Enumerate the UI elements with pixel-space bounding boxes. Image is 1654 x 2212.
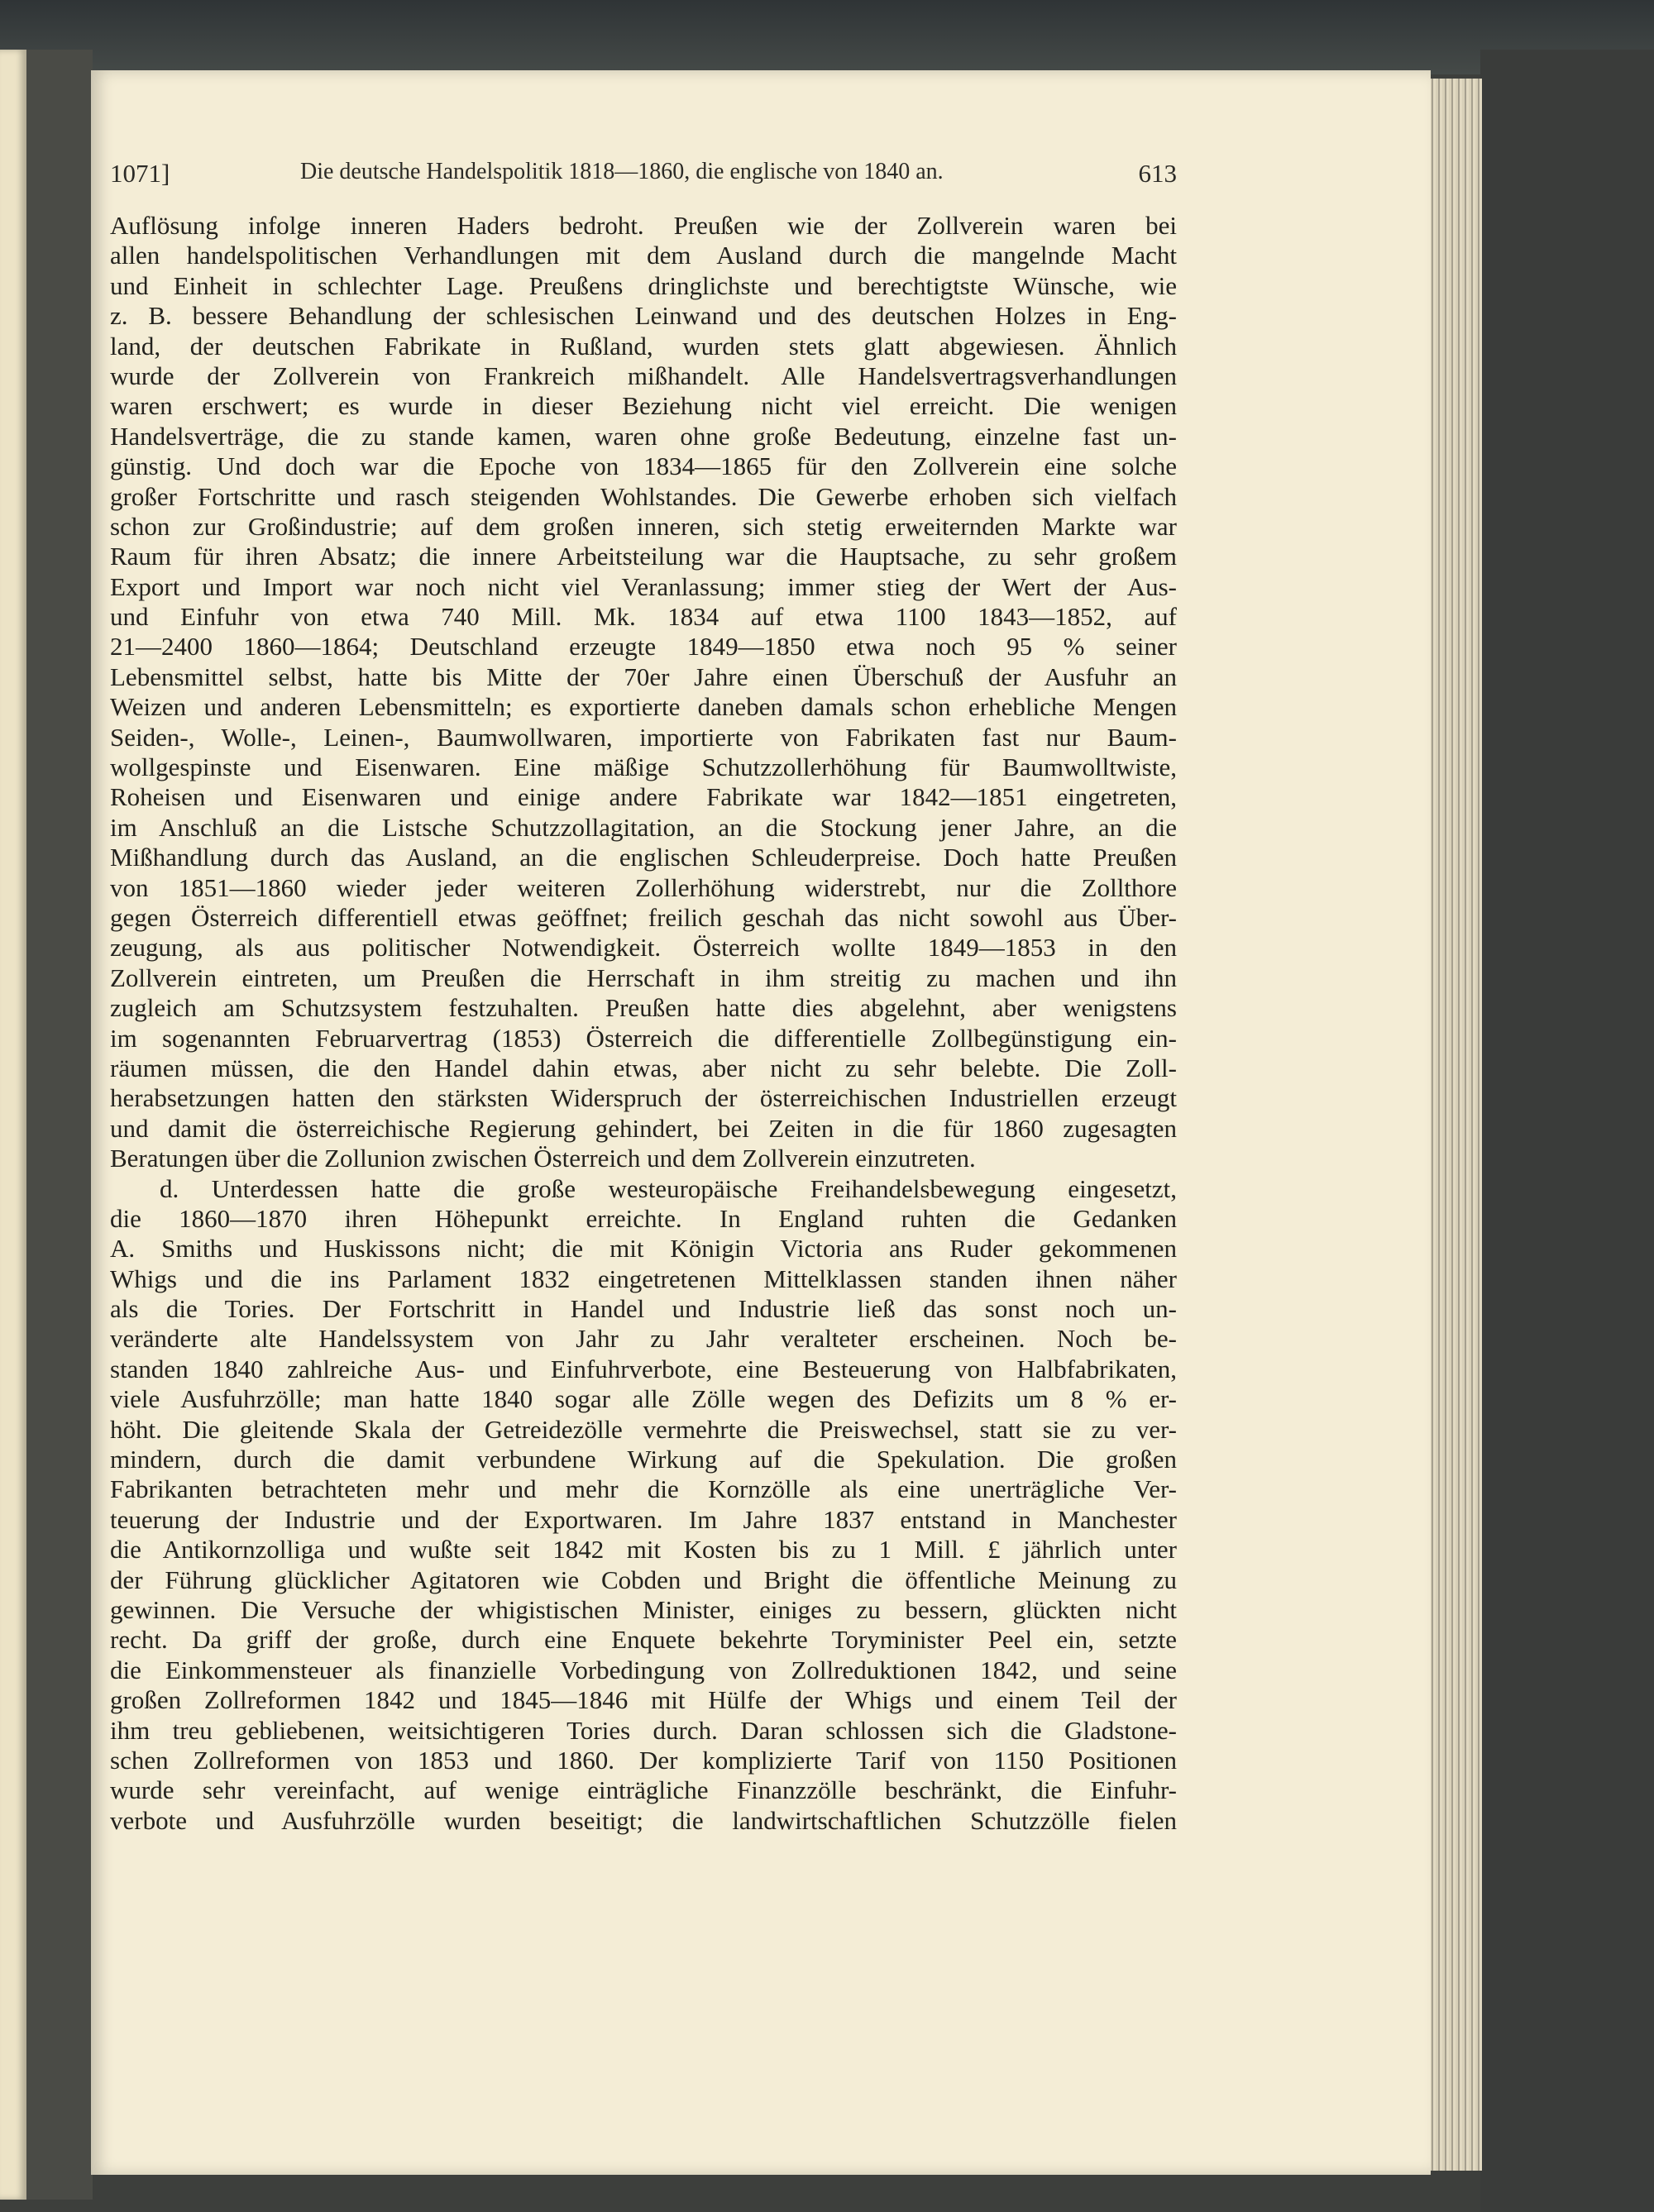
text-line: Mißhandlung durch das Ausland, an die englischen Schleuderpreise. Doch hatte Preußen	[110, 843, 1177, 872]
text-line: mindern, durch die damit verbundene Wirkung auf die Spekulation. Die großen	[110, 1445, 1177, 1474]
running-title: Die deutsche Handelspolitik 1818—1860, die englische von 1840 an.	[300, 159, 944, 184]
text-line: und Einheit in schlechter Lage. Preußens dringlichste und berechtigtste Wünsche, wie	[110, 270, 1177, 300]
text-line: im Anschluß an die Listsche Schutzzollagitation, an die Stockung jener Jahre, an die	[110, 812, 1177, 842]
text-line: ihm treu gebliebenen, weitsichtigeren Tories durch. Daran schlossen sich die Gladstone-	[110, 1715, 1177, 1745]
book-cover	[1480, 50, 1654, 2212]
text-line: Auflösung infolge inneren Haders bedroht. Preußen wie der Zollverein waren bei	[110, 211, 1177, 240]
text-line: viele Ausfuhrzölle; man hatte 1840 sogar alle Zölle wegen des Defizits um 8 % er-	[110, 1384, 1177, 1414]
text-line: wurde sehr vereinfacht, auf wenige einträgliche Finanzzölle beschränkt, die Einfuhr-	[110, 1775, 1177, 1805]
text-line: Lebensmittel selbst, hatte bis Mitte der 70er Jahre einen Überschuß der Ausfuhr an	[110, 662, 1177, 691]
book-gutter	[26, 50, 93, 2200]
text-line: standen 1840 zahlreiche Aus- und Einfuhrverbote, eine Besteuerung von Halbfabrikaten,	[110, 1354, 1177, 1383]
text-line: Export und Import war noch nicht viel Veranlassung; immer stieg der Wert der Aus-	[110, 571, 1177, 601]
text-line: großer Fortschritte und rasch steigenden Wohlstandes. Die Gewerbe erhoben sich vielfach	[110, 481, 1177, 511]
text-line: im sogenannten Februarvertrag (1853) Österreich die differentielle Zollbegünstigung ein-	[110, 1023, 1177, 1053]
text-line: 21—2400 1860—1864; Deutschland erzeugte 1849—1850 etwa noch 95 % seiner	[110, 632, 1177, 662]
text-line: Weizen und anderen Lebensmitteln; es exportierte daneben damals schon erhebliche Mengen	[110, 692, 1177, 722]
text-line: als die Tories. Der Fortschritt in Handel und Industrie ließ das sonst noch un-	[110, 1294, 1177, 1324]
text-line: zugleich am Schutzsystem festzuhalten. Preußen hatte dies abgelehnt, aber wenigstens	[110, 993, 1177, 1023]
text-line: A. Smiths und Huskissons nicht; die mit Königin Victoria ans Ruder gekommenen	[110, 1234, 1177, 1264]
text-line: recht. Da griff der große, durch eine Enquete bekehrte Toryminister Peel ein, setzte	[110, 1625, 1177, 1655]
text-line: von 1851—1860 wieder jeder weiteren Zollerhöhung widerstrebt, nur die Zollthore	[110, 872, 1177, 902]
previous-page-edge	[0, 50, 26, 2200]
text-line: Raum für ihren Absatz; die innere Arbeitsteilung war die Hauptsache, zu sehr großem	[110, 542, 1177, 571]
scanner-background-top	[0, 0, 1654, 74]
text-line: gewinnen. Die Versuche der whigistischen Minister, einiges zu bessern, glückten nicht	[110, 1594, 1177, 1624]
text-line: zeugung, als aus politischer Notwendigkeit. Österreich wollte 1849—1853 in den	[110, 933, 1177, 963]
text-line: Fabrikanten betrachteten mehr und mehr die Kornzölle als eine unerträgliche Ver-	[110, 1474, 1177, 1504]
page-edges	[1429, 79, 1482, 2171]
paragraph-end-line: Beratungen über die Zollunion zwischen Österreich und dem Zollverein einzutreten.	[110, 1144, 976, 1173]
text-line: waren erschwert; es wurde in dieser Beziehung nicht viel erreicht. Die wenigen	[110, 391, 1177, 421]
text-line: herabsetzungen hatten den stärksten Widerspruch der österreichischen Industriellen erzeugt	[110, 1083, 1177, 1113]
body-text	[110, 211, 1177, 1836]
text-line: schen Zollreformen von 1853 und 1860. Der komplizierte Tarif von 1150 Positionen	[110, 1745, 1177, 1775]
text-line: und damit die österreichische Regierung gehindert, bei Zeiten in die für 1860 zugesagten	[110, 1113, 1177, 1143]
text-line: wurde der Zollverein von Frankreich mißhandelt. Alle Handelsvertragsverhandlungen	[110, 361, 1177, 390]
text-line: verbote und Ausfuhrzölle wurden beseitigt; die landwirtschaftlichen Schutzzölle fielen	[110, 1805, 1177, 1835]
text-line: günstig. Und doch war die Epoche von 1834—1865 für den Zollverein eine solche	[110, 451, 1177, 481]
text-line: großen Zollreformen 1842 und 1845—1846 mit Hülfe der Whigs und einem Teil der	[110, 1685, 1177, 1715]
text-line: Whigs und die ins Parlament 1832 eingetretenen Mittelklassen standen ihnen näher	[110, 1264, 1177, 1293]
text-line: Roheisen und Eisenwaren und einige andere Fabrikate war 1842—1851 eingetreten,	[110, 782, 1177, 812]
page-number: 613	[1138, 159, 1177, 188]
running-header	[110, 159, 1177, 192]
text-line: Handelsverträge, die zu stande kamen, waren ohne große Bedeutung, einzelne fast un-	[110, 421, 1177, 451]
text-line: räumen müssen, die den Handel dahin etwas, aber nicht zu sehr belebte. Die Zoll-	[110, 1053, 1177, 1082]
text-line: die Einkommensteuer als finanzielle Vorbedingung von Zollreduktionen 1842, und seine	[110, 1655, 1177, 1684]
text-line: wollgespinste und Eisenwaren. Eine mäßige Schutzzollerhöhung für Baumwolltwiste,	[110, 752, 1177, 782]
text-line: und Einfuhr von etwa 740 Mill. Mk. 1834 auf etwa 1100 1843—1852, auf	[110, 602, 1177, 632]
text-line: veränderte alte Handelssystem von Jahr zu Jahr veralteter erscheinen. Noch be-	[110, 1324, 1177, 1354]
text-line: schon zur Großindustrie; auf dem großen inneren, sich stetig erweiternden Markte war	[110, 511, 1177, 541]
text-line: höht. Die gleitende Skala der Getreidezölle vermehrte die Preiswechsel, statt sie zu ver-	[110, 1414, 1177, 1444]
text-line: die 1860—1870 ihren Höhepunkt erreichte. In England ruhten die Gedanken	[110, 1203, 1177, 1233]
text-line: z. B. bessere Behandlung der schlesischen Leinwand und des deutschen Holzes in Eng-	[110, 301, 1177, 331]
text-line: Zollverein eintreten, um Preußen die Herrschaft in ihm streitig zu machen und ihn	[110, 963, 1177, 992]
text-line: Seiden-, Wolle-, Leinen-, Baumwollwaren, importierte von Fabrikaten fast nur Baum-	[110, 722, 1177, 752]
text-line: die Antikornzolliga und wußte seit 1842 mit Kosten bis zu 1 Mill. £ jährlich unter	[110, 1535, 1177, 1565]
paragraph-start-line: d. Unterdessen hatte die große westeuropäische Freihandelsbewegung eingesetzt,	[160, 1173, 1177, 1203]
text-line: teuerung der Industrie und der Exportwaren. Im Jahre 1837 entstand in Manchester	[110, 1504, 1177, 1534]
section-number: 1071]	[110, 159, 170, 188]
text-line: allen handelspolitischen Verhandlungen mit dem Ausland durch die mangelnde Macht	[110, 241, 1177, 270]
text-line: gegen Österreich differentiell etwas geöffnet; freilich geschah das nicht sowohl aus Über-	[110, 902, 1177, 932]
text-line: der Führung glücklicher Agitatoren wie Cobden und Bright die öffentliche Meinung zu	[110, 1565, 1177, 1594]
text-line: land, der deutschen Fabrikate in Rußland, wurden stets glatt abgewiesen. Ähnlich	[110, 331, 1177, 361]
